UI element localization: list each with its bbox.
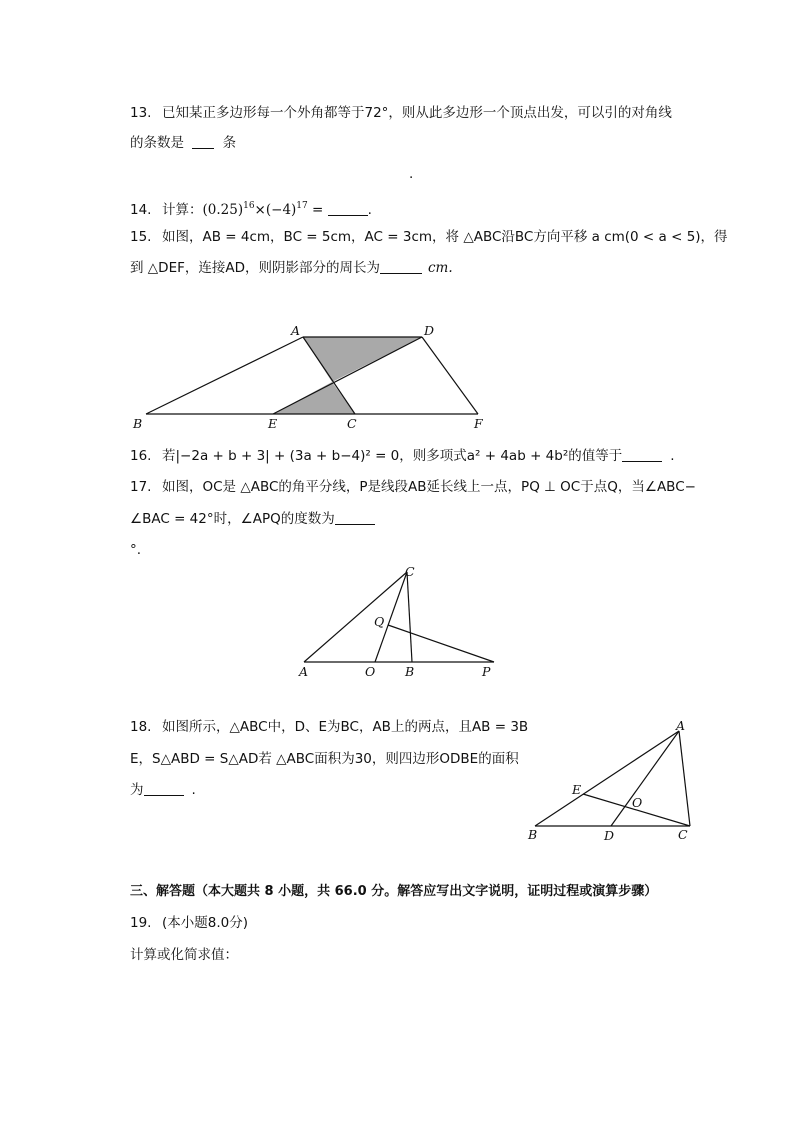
q16-end: .	[670, 448, 675, 464]
q15-segment-DF	[422, 337, 478, 414]
q15-number: 15.	[130, 229, 152, 245]
q15-label-B: B	[133, 416, 143, 431]
q17-label-O: O	[365, 664, 376, 679]
q17-label-A: A	[299, 664, 309, 679]
q14-line	[130, 197, 372, 219]
q16-number: 16.	[130, 448, 152, 464]
q15-text-line2a: 到 △DEF，连接AD，则阴影部分的周长为	[130, 260, 380, 276]
q18-segment-AD	[611, 731, 679, 826]
q17-text-line2: ∠BAC = 42°时，∠APQ的度数为	[130, 511, 335, 527]
q14-end: .	[367, 202, 372, 218]
q16-line	[130, 447, 675, 465]
q15-figure	[130, 322, 490, 432]
q18-end: .	[191, 782, 196, 798]
q16-text: 若|−2a + b + 3| + (3a + b−4)² = 0，则多项式a² + 4ab + 4b²的值等于	[162, 448, 623, 464]
q13-text-line2b: 条	[222, 135, 237, 151]
q15-segment-AB	[146, 337, 303, 414]
q14-answer-blank[interactable]	[328, 202, 368, 216]
q18-text-line2: E，S△ABD = S△AD若 △ABC面积为30，则四边形ODBE的面积	[130, 751, 519, 767]
q19-instruction: 计算或化简求值：	[130, 947, 238, 963]
q15-line2	[130, 259, 453, 277]
q19-number: 19.	[130, 915, 152, 931]
q15-line1	[130, 228, 728, 246]
q15-text-line1: 如图，AB = 4cm，BC = 5cm，AC = 3cm，将 △ABC沿BC方向平移 a cm(0 < a < 5)，得	[162, 229, 728, 245]
q18-label-E: E	[572, 782, 582, 797]
q15-label-F: F	[474, 416, 483, 431]
q15-answer-blank[interactable]	[380, 260, 422, 274]
q18-segment-AB	[535, 731, 679, 826]
q18-label-D: D	[604, 828, 615, 843]
q17-line2	[130, 510, 375, 528]
q17-text-line1: 如图，OC是 △ABC的角平分线，P是线段AB延长线上一点，PQ ⊥ OC于点Q，当∠ABC−	[162, 479, 696, 495]
q17-segment-QP	[388, 625, 494, 662]
q17-segment-CB	[407, 572, 412, 662]
q17-label-Q: Q	[374, 614, 385, 629]
q18-text-line1: 如图所示，△ABC中，D、E为BC，AB上的两点，且AB = 3B	[162, 719, 529, 735]
q14-base2: (−4)	[265, 202, 297, 218]
q13-text-line1: 已知某正多边形每一个外角都等于72°，则从此多边形一个顶点出发，可以引的对角线	[162, 105, 672, 121]
q14-number: 14.	[130, 202, 152, 218]
q13-number: 13.	[130, 105, 152, 121]
q17-answer-blank[interactable]	[335, 511, 375, 525]
q14-exp2: 17	[296, 201, 308, 211]
q18-line1	[130, 718, 528, 736]
q18-line3	[130, 781, 196, 799]
q17-label-B: B	[405, 664, 415, 679]
q17-label-P: P	[482, 664, 491, 679]
q14-equals: =	[312, 202, 324, 218]
q19-header: (本小题8.0分)	[162, 915, 249, 931]
q17-line3: °.	[130, 542, 142, 558]
q18-text-line3a: 为	[130, 782, 144, 798]
q18-label-C: C	[678, 827, 688, 842]
q18-label-B: B	[528, 827, 538, 842]
q17-label-C: C	[405, 564, 415, 579]
q15-shaded-top	[303, 337, 422, 382]
q18-label-O: O	[632, 795, 643, 810]
q18-figure	[522, 718, 702, 848]
q18-segment-AC	[679, 731, 690, 826]
q19-line	[130, 914, 248, 932]
q17-number: 17.	[130, 479, 152, 495]
q15-label-A: A	[291, 323, 301, 338]
q13-line2	[130, 134, 236, 152]
q15-label-C: C	[347, 416, 357, 431]
q18-line2	[130, 750, 519, 768]
q18-number: 18.	[130, 719, 152, 735]
q16-answer-blank[interactable]	[622, 448, 662, 462]
q18-answer-blank[interactable]	[144, 782, 184, 796]
q14-exp1: 16	[243, 201, 255, 211]
q13-line1	[130, 104, 672, 122]
q13-dot: .	[409, 166, 414, 182]
q14-times: ×	[254, 202, 266, 218]
q15-unit: cm.	[428, 260, 453, 276]
q18-label-A: A	[676, 718, 686, 733]
q14-label: 计算：	[162, 202, 203, 218]
q17-figure	[294, 563, 514, 683]
section3-title: 三、解答题（本大题共 8 小题，共 66.0 分。解答应写出文字说明，证明过程或演算步骤）	[130, 884, 658, 899]
q14-base1: (0.25)	[202, 202, 244, 218]
q15-label-D: D	[424, 323, 435, 338]
q17-line1	[130, 478, 696, 496]
q15-shaded-bottom	[273, 382, 355, 414]
q15-label-E: E	[268, 416, 278, 431]
q13-answer-blank[interactable]	[192, 135, 214, 149]
q13-text-line2a: 的条数是	[130, 135, 184, 151]
